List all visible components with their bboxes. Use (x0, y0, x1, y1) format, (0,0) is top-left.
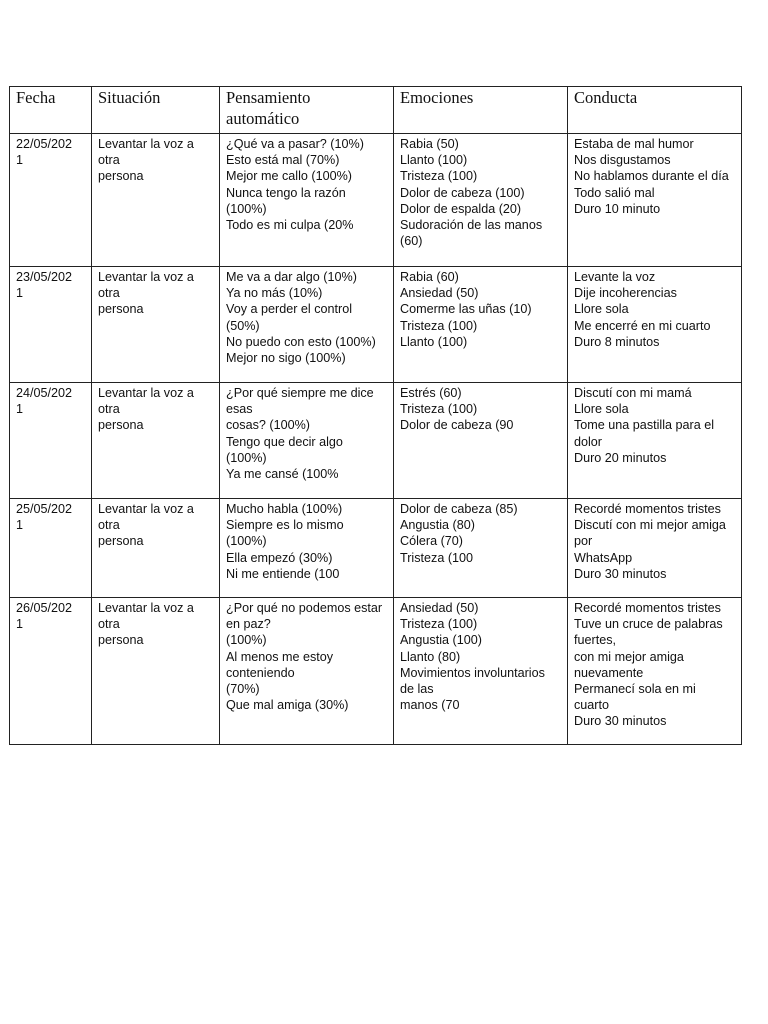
conducta-line: Estaba de mal humor (574, 137, 694, 151)
conducta-line: por (574, 534, 593, 549)
conducta-line: Permanecí sola en mi (574, 682, 696, 697)
conducta-line: fuertes, (574, 633, 616, 648)
cell-conducta (568, 267, 742, 383)
cell-emociones (394, 267, 568, 383)
pensamiento-line: (100%) (226, 633, 267, 648)
cell-pensamiento (220, 598, 394, 745)
conducta-line: Llore sola (574, 302, 629, 317)
situacion-line: otra (98, 402, 120, 417)
pensamiento-line: ¿Por qué siempre me dice (226, 386, 374, 400)
fecha-line: 1 (16, 402, 24, 417)
table-row (10, 499, 742, 598)
cell-situacion (92, 134, 220, 267)
cell-situacion (92, 267, 220, 383)
cell-conducta (568, 598, 742, 745)
pensamiento-line: esas (226, 402, 253, 417)
emociones-line: manos (70 (400, 698, 460, 713)
fecha-line: 22/05/202 (16, 137, 73, 151)
pensamiento-line: Esto está mal (70%) (226, 153, 340, 168)
cell-fecha (10, 499, 92, 598)
situacion-line: persona (98, 633, 144, 648)
emociones-line: Ansiedad (50) (400, 601, 479, 615)
conducta-line: Discutí con mi mamá (574, 386, 692, 400)
cell-pensamiento (220, 134, 394, 267)
pensamiento-line: Que mal amiga (30%) (226, 698, 349, 713)
conducta-line: WhatsApp (574, 550, 633, 565)
emociones-line: Angustia (80) (400, 518, 475, 533)
conducta-line: Tome una pastilla para el (574, 418, 715, 433)
emociones-line: Tristeza (100) (400, 402, 478, 417)
situacion-line: persona (98, 169, 144, 184)
cell-fecha (10, 267, 92, 383)
cell-emociones (394, 134, 568, 267)
cell-fecha (10, 383, 92, 499)
header-situacion: Situación (92, 87, 220, 134)
pensamiento-line: (100%) (226, 450, 267, 465)
thought-record-table (9, 86, 742, 745)
fecha-line: 1 (16, 617, 24, 632)
pensamiento-line: Tengo que decir algo (226, 434, 343, 449)
header-pensamiento: Pensamiento automático (220, 87, 394, 134)
pensamiento-line: en paz? (226, 617, 271, 632)
emociones-line: Tristeza (100) (400, 318, 478, 333)
cell-situacion (92, 499, 220, 598)
pensamiento-line: Ya no más (10%) (226, 286, 323, 301)
situacion-line: otra (98, 286, 120, 301)
emociones-line: Movimientos involuntarios (400, 665, 545, 680)
conducta-line: Duro 30 minutos (574, 566, 667, 581)
cell-conducta (568, 383, 742, 499)
conducta-line: dolor (574, 434, 603, 449)
pensamiento-line: (100%) (226, 201, 267, 216)
pensamiento-line: Mejor me callo (100%) (226, 169, 352, 184)
emociones-line: Dolor de espalda (20) (400, 201, 522, 216)
pensamiento-line: Mejor no sigo (100%) (226, 351, 346, 366)
cell-situacion (92, 383, 220, 499)
fecha-line: 1 (16, 153, 24, 168)
fecha-line: 24/05/202 (16, 386, 73, 400)
emociones-line: Dolor de cabeza (100) (400, 185, 525, 200)
conducta-line: Levante la voz (574, 270, 656, 284)
table-row (10, 267, 742, 383)
emociones-line: Rabia (60) (400, 270, 459, 284)
cell-situacion (92, 598, 220, 745)
emociones-line: Angustia (100) (400, 633, 482, 648)
emociones-line: Sudoración de las manos (400, 218, 543, 233)
conducta-line: nuevamente (574, 665, 644, 680)
fecha-line: 23/05/202 (16, 270, 73, 284)
pensamiento-line: conteniendo (226, 665, 295, 680)
conducta-line: Nos disgustamos (574, 153, 671, 168)
emociones-line: Rabia (50) (400, 137, 459, 151)
pensamiento-line: Ni me entiende (100 (226, 566, 340, 581)
pensamiento-line: (50%) (226, 318, 260, 333)
conducta-line: Recordé momentos tristes (574, 601, 721, 615)
pensamiento-line: ¿Qué va a pasar? (10%) (226, 137, 364, 151)
header-emociones: Emociones (394, 87, 568, 134)
emociones-line: Comerme las uñas (10) (400, 302, 532, 317)
emociones-line: Cólera (70) (400, 534, 463, 549)
cell-conducta (568, 134, 742, 267)
emociones-line: Llanto (100) (400, 334, 468, 349)
pensamiento-line: Me va a dar algo (10%) (226, 270, 357, 284)
pensamiento-line: Nunca tengo la razón (226, 185, 346, 200)
situacion-line: Levantar la voz a (98, 270, 194, 284)
emociones-line: Tristeza (100) (400, 169, 478, 184)
situacion-line: otra (98, 617, 120, 632)
conducta-line: Tuve un cruce de palabras (574, 617, 723, 632)
fecha-line: 1 (16, 518, 24, 533)
situacion-line: persona (98, 302, 144, 317)
table-row (10, 134, 742, 267)
pensamiento-line: cosas? (100%) (226, 418, 310, 433)
emociones-line: de las (400, 682, 434, 697)
emociones-line: (60) (400, 234, 423, 249)
header-conducta: Conducta (568, 87, 742, 134)
conducta-line: con mi mejor amiga (574, 649, 684, 664)
conducta-line: cuarto (574, 698, 610, 713)
situacion-line: Levantar la voz a (98, 137, 194, 151)
emociones-line: Llanto (80) (400, 649, 461, 664)
situacion-line: Levantar la voz a (98, 502, 194, 516)
emociones-line: Llanto (100) (400, 153, 468, 168)
emociones-line: Dolor de cabeza (85) (400, 502, 518, 516)
situacion-line: persona (98, 418, 144, 433)
pensamiento-line: (70%) (226, 682, 260, 697)
cell-pensamiento (220, 267, 394, 383)
situacion-line: otra (98, 153, 120, 168)
fecha-line: 1 (16, 286, 24, 301)
conducta-line: Todo salió mal (574, 185, 655, 200)
conducta-line: Recordé momentos tristes (574, 502, 721, 516)
cell-emociones (394, 499, 568, 598)
pensamiento-line: Siempre es lo mismo (226, 518, 344, 533)
conducta-line: Duro 10 minuto (574, 201, 661, 216)
cell-pensamiento (220, 499, 394, 598)
conducta-line: Me encerré en mi cuarto (574, 318, 711, 333)
emociones-line: Estrés (60) (400, 386, 462, 400)
emociones-line: Tristeza (100 (400, 550, 474, 565)
cell-emociones (394, 383, 568, 499)
header-fecha: Fecha (10, 87, 92, 134)
table-row (10, 383, 742, 499)
table-header-row (10, 87, 742, 134)
fecha-line: 26/05/202 (16, 601, 73, 615)
conducta-line: No hablamos durante el día (574, 169, 729, 184)
conducta-line: Discutí con mi mejor amiga (574, 518, 726, 533)
emociones-line: Tristeza (100) (400, 617, 478, 632)
table-row (10, 598, 742, 745)
pensamiento-line: (100%) (226, 534, 267, 549)
conducta-line: Duro 30 minutos (574, 714, 667, 729)
situacion-line: otra (98, 518, 120, 533)
situacion-line: Levantar la voz a (98, 386, 194, 400)
cell-conducta (568, 499, 742, 598)
situacion-line: persona (98, 534, 144, 549)
emociones-line: Ansiedad (50) (400, 286, 479, 301)
pensamiento-line: Voy a perder el control (226, 302, 353, 317)
pensamiento-line: Todo es mi culpa (20% (226, 218, 354, 233)
situacion-line: Levantar la voz a (98, 601, 194, 615)
fecha-line: 25/05/202 (16, 502, 73, 516)
pensamiento-line: No puedo con esto (100%) (226, 334, 376, 349)
conducta-line: Dije incoherencias (574, 286, 677, 301)
pensamiento-line: Al menos me estoy (226, 649, 334, 664)
conducta-line: Duro 20 minutos (574, 450, 667, 465)
conducta-line: Duro 8 minutos (574, 334, 660, 349)
cell-emociones (394, 598, 568, 745)
pensamiento-line: ¿Por qué no podemos estar (226, 601, 383, 615)
cell-fecha (10, 134, 92, 267)
cell-fecha (10, 598, 92, 745)
pensamiento-line: Ella empezó (30%) (226, 550, 333, 565)
conducta-line: Llore sola (574, 402, 629, 417)
emociones-line: Dolor de cabeza (90 (400, 418, 514, 433)
cell-pensamiento (220, 383, 394, 499)
pensamiento-line: Mucho habla (100%) (226, 502, 343, 516)
pensamiento-line: Ya me cansé (100% (226, 467, 339, 482)
